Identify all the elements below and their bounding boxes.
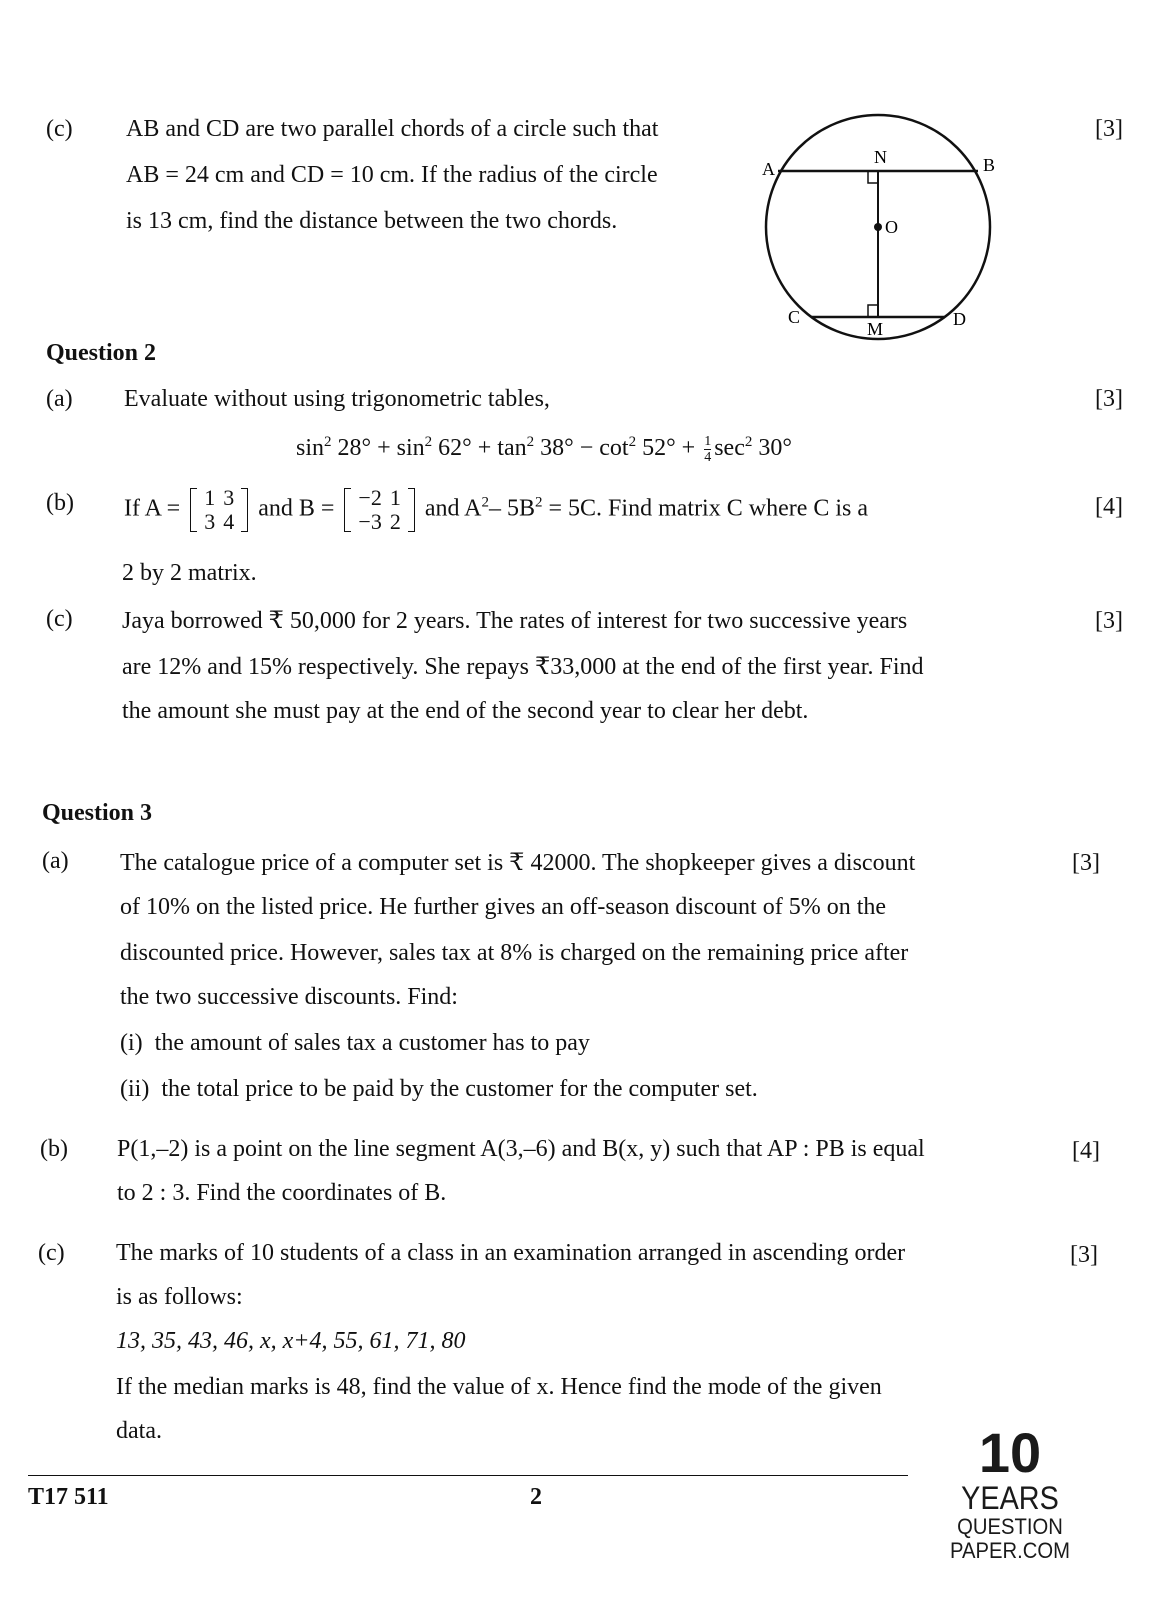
q2b-statement: If A = 1 3 3 4 and B = −2 1 −3 2 and $A^2-$ $5B^2 = 5C$. Find matrix C where C is a [124,485,869,534]
q3c-line-1: The marks of 10 students of a class in an examination arranged in ascending order [116,1240,906,1266]
q3c-label: (c) [38,1240,65,1266]
right-angle-n [868,171,878,183]
q3a-line-4: the two successive discounts. Find: [120,984,458,1010]
q3a-line-2: of 10% on the listed price. He further gives an off-season discount of 5% on the [120,894,887,920]
q3a-sub-i: (i) the amount of sales tax a customer has to pay [120,1030,590,1056]
watermark-logo [905,1421,1115,1563]
q2c-marks: [3] [1095,608,1123,634]
footer-rule [28,1475,908,1476]
q3b-line-1: P(1,–2) is a point on the line segment A(3,–6) and B(x, y) such that AP : PB is equal [117,1136,925,1162]
q3b-label: (b) [40,1136,68,1162]
q2a-label: (a) [46,386,73,412]
logo-number: 10 [978,1421,1042,1484]
q1c-line-1: AB and CD are two parallel chords of a circle such that [126,116,659,142]
right-angle-m [868,305,878,317]
label-d: D [953,309,966,329]
q3a-line-3: discounted price. However, sales tax at 8% is charged on the remaining price after [120,940,909,966]
q2c-label: (c) [46,606,73,632]
label-m: M [867,319,884,339]
q1c-label: (c) [46,116,73,142]
q3c-line-2: is as follows: [116,1284,243,1310]
q3b-marks: [4] [1072,1138,1100,1164]
label-n: N [874,147,887,167]
matrix-b: −2 1 −3 2 [344,486,414,534]
q2b-label: (b) [46,490,74,516]
q2a-expression: $\sin^2 28^\circ + \sin^2 62^\circ + \tan^2 38^\circ - \cot^2 52^\circ$ + $\frac{1}{4}$ $\sec^2 30^\circ$ [296,434,792,465]
label-a: A [762,159,775,179]
q2c-line-3: the amount she must pay at the end of the second year to clear her debt. [122,698,809,724]
fraction-one-quarter: $\frac{1}{4}$ [704,434,712,465]
circle-chords-figure [750,105,1010,345]
q1c-marks: [3] [1095,116,1123,142]
q2c-line-2: are 12% and 15% respectively. She repays ₹33,000 at the end of the first year. Find [122,654,924,680]
label-c: C [788,307,801,327]
q3c-line-4: If the median marks is 48, find the value of x. Hence find the mode of the given [116,1374,882,1400]
q1c-line-2: AB = 24 cm and CD = 10 cm. If the radius of the circle [126,162,658,188]
q3a-line-1: The catalogue price of a computer set is ₹ 42000. The shopkeeper gives a discount [120,850,916,876]
q2b-line-2: 2 by 2 matrix. [122,560,257,586]
paper-code: T17 511 [28,1484,109,1510]
q2a-text: Evaluate without using trigonometric tables, [124,386,550,412]
q3a-marks: [3] [1072,850,1100,876]
q3b-line-2: to 2 : 3. Find the coordinates of B. [117,1180,447,1206]
label-o: O [885,217,898,237]
question-3-heading: Question 3 [42,800,153,826]
q3a-label: (a) [42,848,69,874]
q3c-marks: [3] [1070,1242,1098,1268]
q2c-line-1: Jaya borrowed ₹ 50,000 for 2 years. The rates of interest for two successive years [122,608,908,634]
page-number: 2 [530,1484,542,1510]
q3c-line-5: data. [116,1418,162,1444]
q1c-line-3: is 13 cm, find the distance between the two chords. [126,208,618,234]
q2a-marks: [3] [1095,386,1123,412]
question-2-heading: Question 2 [46,340,157,366]
q3a-sub-ii: (ii) the total price to be paid by the customer for the computer set. [120,1076,758,1102]
logo-site: QUESTION PAPER.COM [950,1514,1070,1563]
label-b: B [983,155,996,175]
center-point [874,223,882,231]
q2b-marks: [4] [1095,494,1123,520]
q3c-data-list: 13, 35, 43, 46, x, x+4, 55, 61, 71, 80 [116,1328,466,1354]
matrix-a: 1 3 3 4 [190,486,248,534]
logo-years: YEARS [961,1480,1059,1516]
